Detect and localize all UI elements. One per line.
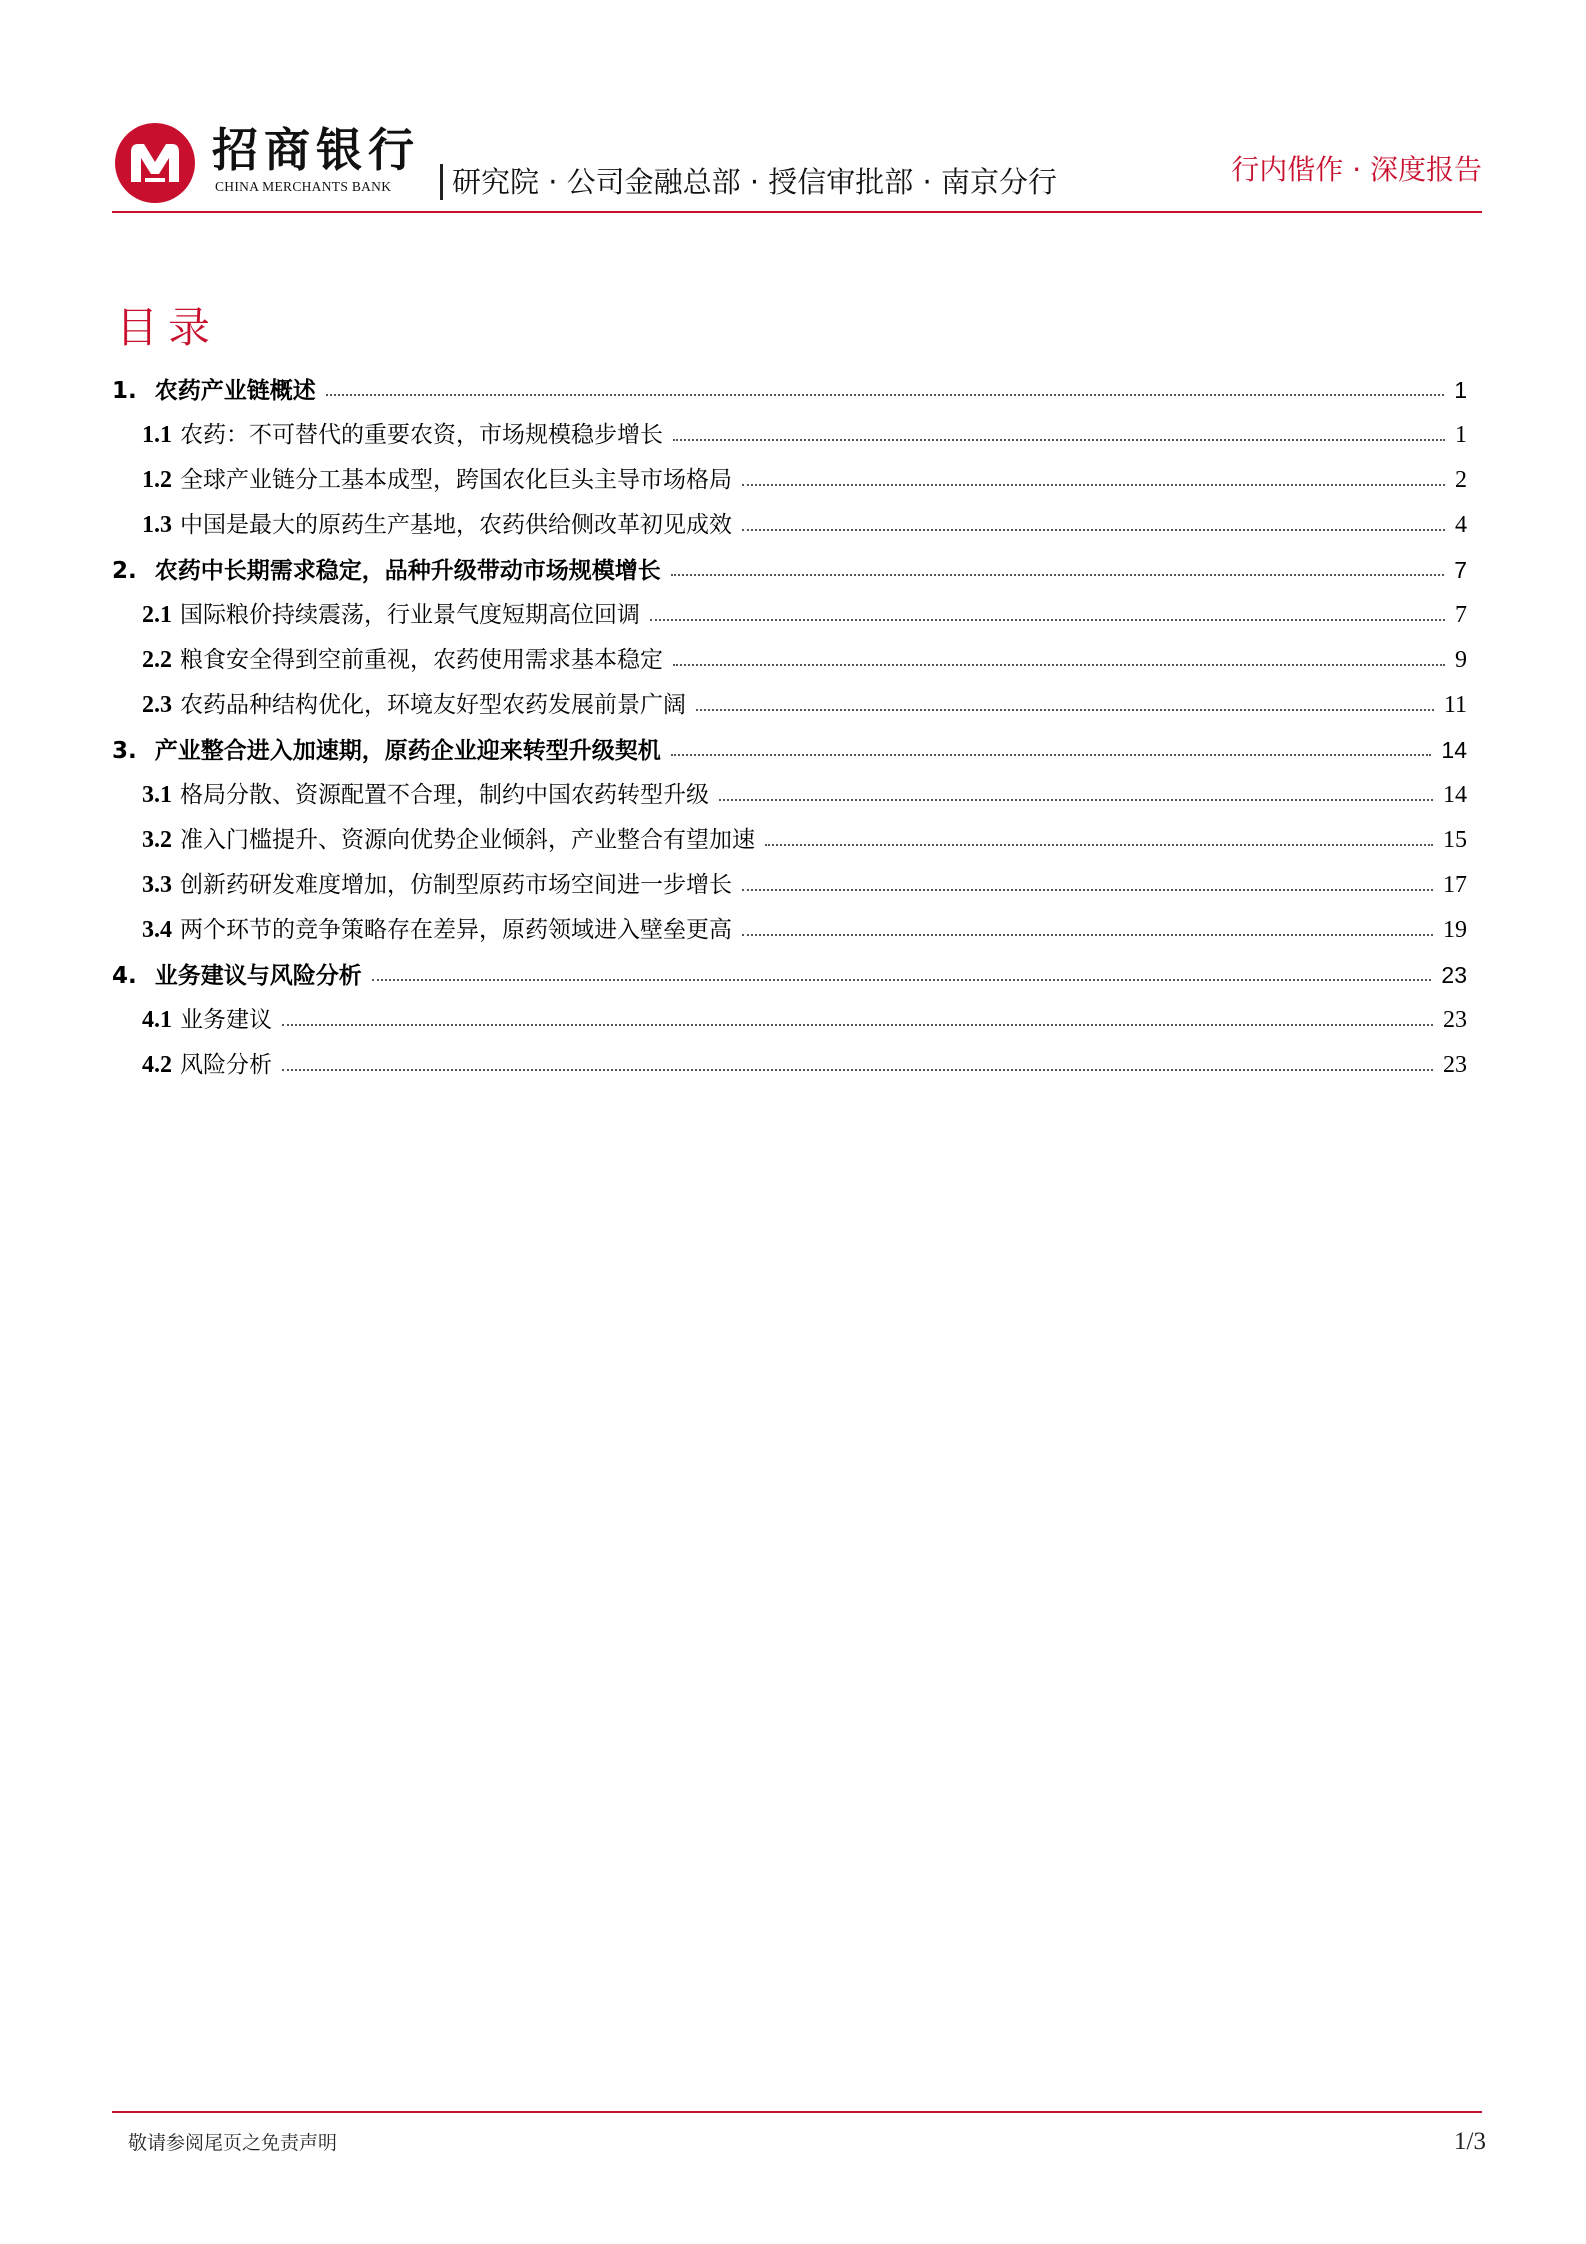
table-of-contents — [112, 368, 1467, 1088]
dot-leader — [696, 709, 1434, 711]
toc-heading: 创新药研发难度增加，仿制型原药市场空间进一步增长 — [180, 872, 732, 898]
toc-number: 2.3 — [142, 692, 172, 718]
toc-number: 4.1 — [142, 1007, 172, 1033]
toc-page-number: 7 — [1455, 602, 1467, 628]
header-departments: 研究院 · 公司金融总部 · 授信审批部 · 南京分行 — [452, 165, 1057, 199]
toc-entry-3-1[interactable] — [112, 773, 1467, 818]
dot-leader — [742, 934, 1433, 936]
toc-entry-2-2[interactable] — [112, 638, 1467, 683]
toc-page-number: 23 — [1441, 962, 1467, 988]
header-rule — [112, 211, 1482, 213]
toc-title: 目录 — [116, 303, 221, 352]
dot-leader — [282, 1024, 1433, 1026]
toc-page-number: 4 — [1455, 512, 1467, 538]
toc-page-number: 14 — [1441, 737, 1467, 763]
toc-heading: 国际粮价持续震荡，行业景气度短期高位回调 — [180, 602, 640, 628]
toc-heading: 两个环节的竞争策略存在差异，原药领域进入壁垒更高 — [180, 917, 732, 943]
toc-number: 1. — [112, 378, 137, 404]
toc-page-number: 15 — [1443, 827, 1467, 853]
toc-entry-4-2[interactable] — [112, 1043, 1467, 1088]
dot-leader — [282, 1069, 1433, 1071]
toc-entry-4[interactable] — [112, 953, 1467, 998]
toc-page-number: 1 — [1454, 377, 1467, 403]
toc-entry-3-3[interactable] — [112, 863, 1467, 908]
dot-leader — [673, 439, 1445, 441]
dot-leader — [742, 529, 1445, 531]
toc-number: 3.3 — [142, 872, 172, 898]
toc-heading: 全球产业链分工基本成型，跨国农化巨头主导市场格局 — [180, 467, 732, 493]
toc-heading: 农药产业链概述 — [154, 378, 316, 404]
toc-number: 3. — [112, 738, 137, 764]
toc-entry-3[interactable] — [112, 728, 1467, 773]
toc-entry-2-3[interactable] — [112, 683, 1467, 728]
toc-heading: 格局分散、资源配置不合理，制约中国农药转型升级 — [180, 782, 709, 808]
disclaimer-note: 敬请参阅尾页之免责声明 — [128, 2132, 338, 2154]
toc-heading: 风险分析 — [180, 1052, 272, 1078]
toc-number: 3.2 — [142, 827, 172, 853]
toc-entry-1-2[interactable] — [112, 458, 1467, 503]
dot-leader — [742, 484, 1445, 486]
toc-page-number: 2 — [1455, 467, 1467, 493]
dot-leader — [650, 619, 1445, 621]
dot-leader — [671, 754, 1432, 756]
toc-entry-2-1[interactable] — [112, 593, 1467, 638]
toc-page-number: 9 — [1455, 647, 1467, 673]
toc-page-number: 23 — [1443, 1007, 1467, 1033]
toc-page-number: 1 — [1455, 422, 1467, 448]
toc-entry-1[interactable] — [112, 368, 1467, 413]
toc-page-number: 23 — [1443, 1052, 1467, 1078]
dot-leader — [765, 844, 1433, 846]
toc-page-number: 11 — [1443, 692, 1467, 718]
toc-heading: 农药：不可替代的重要农资，市场规模稳步增长 — [180, 422, 663, 448]
dot-leader — [719, 799, 1433, 801]
dot-leader — [326, 394, 1444, 396]
toc-number: 1.2 — [142, 467, 172, 493]
toc-page-number: 14 — [1443, 782, 1467, 808]
toc-heading: 业务建议 — [180, 1007, 272, 1033]
page-number: 1/3 — [1454, 2128, 1486, 2155]
toc-heading: 农药中长期需求稳定，品种升级带动市场规模增长 — [154, 558, 661, 584]
cmb-logo-icon — [114, 122, 196, 204]
dot-leader — [673, 664, 1445, 666]
toc-entry-4-1[interactable] — [112, 998, 1467, 1043]
toc-number: 3.1 — [142, 782, 172, 808]
toc-heading: 业务建议与风险分析 — [154, 963, 362, 989]
toc-heading: 准入门槛提升、资源向优势企业倾斜，产业整合有望加速 — [180, 827, 755, 853]
toc-entry-3-4[interactable] — [112, 908, 1467, 953]
footer-rule — [112, 2111, 1482, 2113]
toc-heading: 粮食安全得到空前重视，农药使用需求基本稳定 — [180, 647, 663, 673]
header-divider — [440, 164, 443, 200]
toc-number: 4. — [112, 963, 137, 989]
toc-page-number: 17 — [1443, 872, 1467, 898]
toc-page-number: 7 — [1454, 557, 1467, 583]
page-header — [112, 112, 1482, 212]
toc-number: 2.1 — [142, 602, 172, 628]
toc-number: 1.3 — [142, 512, 172, 538]
logo-chinese-name: 招商银行 — [212, 123, 420, 177]
dot-leader — [742, 889, 1433, 891]
dot-leader — [671, 574, 1444, 576]
toc-page-number: 19 — [1443, 917, 1467, 943]
toc-heading: 产业整合进入加速期，原药企业迎来转型升级契机 — [154, 738, 661, 764]
toc-heading: 中国是最大的原药生产基地，农药供给侧改革初见成效 — [180, 512, 732, 538]
toc-number: 1.1 — [142, 422, 172, 448]
toc-entry-2[interactable] — [112, 548, 1467, 593]
toc-entry-1-1[interactable] — [112, 413, 1467, 458]
report-tag: 行内偕作 · 深度报告 — [1231, 153, 1482, 186]
toc-number: 3.4 — [142, 917, 172, 943]
toc-heading: 农药品种结构优化，环境友好型农药发展前景广阔 — [180, 692, 686, 718]
toc-entry-1-3[interactable] — [112, 503, 1467, 548]
toc-number: 2.2 — [142, 647, 172, 673]
logo-english-name: CHINA MERCHANTS BANK — [215, 179, 392, 194]
toc-number: 2. — [112, 558, 137, 584]
toc-entry-3-2[interactable] — [112, 818, 1467, 863]
toc-number: 4.2 — [142, 1052, 172, 1078]
dot-leader — [372, 979, 1432, 981]
